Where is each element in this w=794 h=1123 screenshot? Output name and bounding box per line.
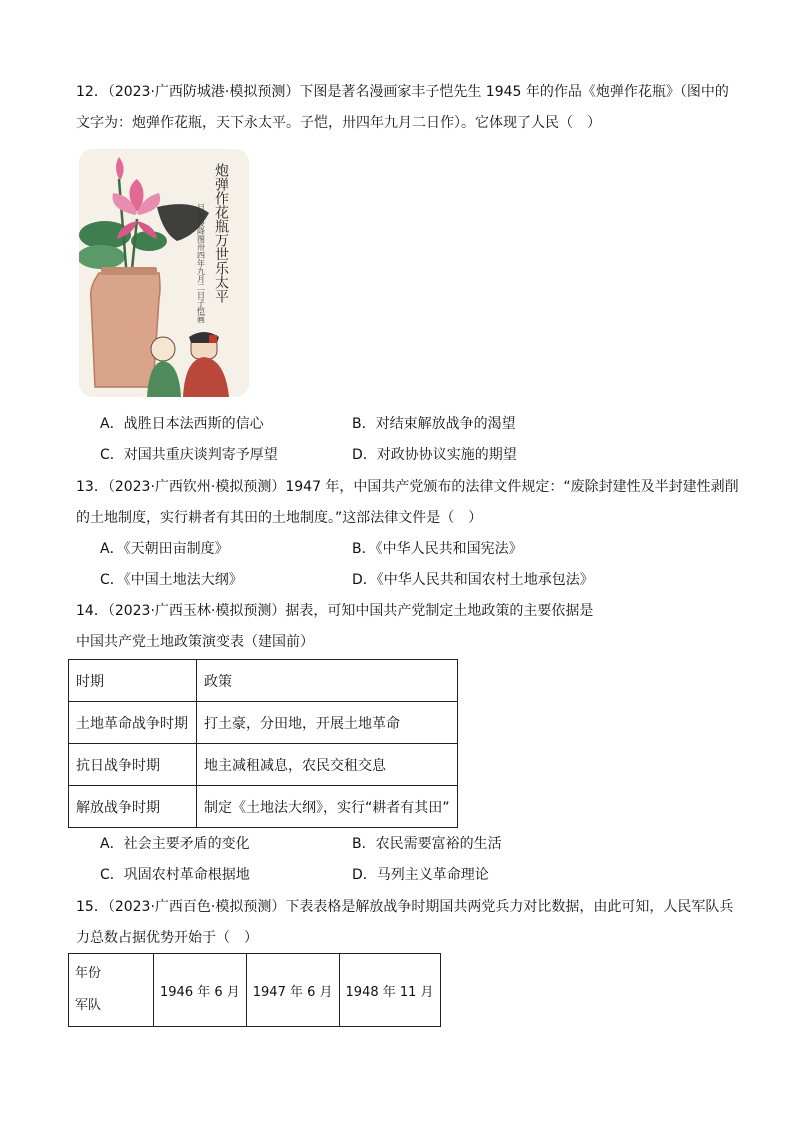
table-row <box>69 744 458 786</box>
q13-option-c[interactable]: C．《中国土地法大纲》 <box>100 572 243 588</box>
q12-option-b[interactable]: B．对结束解放战争的渴望 <box>352 416 516 432</box>
q14-option-a[interactable]: A．社会主要矛盾的变化 <box>100 836 250 852</box>
q14-stem: 14．（2023·广西玉林·模拟预测）据表，可知中国共产党制定土地政策的主要依据是 <box>76 603 594 619</box>
q14-option-c[interactable]: C．巩固农村革命根据地 <box>100 867 250 883</box>
table-row <box>69 786 458 828</box>
painting-signature: 日本投降图卅四年九月二日子恺画 <box>196 203 206 323</box>
q14-table-title: 中国共产党土地政策演变表（建国前） <box>76 634 314 650</box>
q12-stem-line1: 12．（2023·广西防城港·模拟预测）下图是著名漫画家丰子恺先生 1945 年的作品《炮弹作花瓶》（图中的 <box>76 84 729 100</box>
q13-option-a[interactable]: A．《天朝田亩制度》 <box>100 541 229 557</box>
table-cell: 抗日战争时期 <box>69 744 197 786</box>
q12-option-d[interactable]: D．对政协协议实施的期望 <box>352 447 517 463</box>
q13-stem-line2: 的土地制度，实行耕者有其田的土地制度。”这部法律文件是（ ） <box>76 510 483 526</box>
force-comparison-table <box>68 953 441 1027</box>
land-policy-table <box>68 659 458 828</box>
q12-stem-line2: 文字为：炮弹作花瓶，天下永太平。子恺，卅四年九月二日作）。它体现了人民（ ） <box>76 115 601 131</box>
q12-option-c[interactable]: C．对国共重庆谈判寄予厚望 <box>100 447 278 463</box>
table-header-cell: 1946 年 6 月 <box>154 954 247 1027</box>
table-header-cell: 1947 年 6 月 <box>246 954 339 1027</box>
corner-header-year: 年份 <box>75 966 102 981</box>
q12-option-a[interactable]: A．战胜日本法西斯的信心 <box>100 416 264 432</box>
painting-illustration <box>79 149 249 397</box>
q14-option-b[interactable]: B．农民需要富裕的生活 <box>352 836 502 852</box>
table-corner-header <box>69 954 154 1027</box>
q15-stem-line1: 15．（2023·广西百色·模拟预测）下表表格是解放战争时期国共两党兵力对比数据，由此可知，人民军队兵 <box>76 899 734 915</box>
table-header-row <box>69 660 458 702</box>
cartoon-painting <box>79 149 249 397</box>
table-header-cell: 1948 年 11 月 <box>339 954 440 1027</box>
table-cell: 制定《土地法大纲》，实行“耕者有其田” <box>197 786 458 828</box>
q13-option-d[interactable]: D．《中华人民共和国农村土地承包法》 <box>352 572 594 588</box>
q15-stem-line2: 力总数占据优势开始于（ ） <box>76 930 258 946</box>
table-header-cell: 政策 <box>197 660 458 702</box>
painting-inscription: 炮弹作花瓶万世乐太平 <box>213 163 229 303</box>
q13-stem-line1: 13．（2023·广西钦州·模拟预测）1947 年，中国共产党颁布的法律文件规定：“废除封建性及半封建性剥削 <box>76 479 739 495</box>
table-cell: 解放战争时期 <box>69 786 197 828</box>
seal-stamp <box>209 335 217 343</box>
table-row <box>69 954 441 1027</box>
table-cell: 打土豪，分田地，开展土地革命 <box>197 702 458 744</box>
table-header-cell: 时期 <box>69 660 197 702</box>
table-row <box>69 702 458 744</box>
q13-option-b[interactable]: B．《中华人民共和国宪法》 <box>352 541 523 557</box>
table-cell: 土地革命战争时期 <box>69 702 197 744</box>
corner-header-army: 军队 <box>75 998 102 1013</box>
table-cell: 地主减租减息，农民交租交息 <box>197 744 458 786</box>
q14-option-d[interactable]: D．马列主义革命理论 <box>352 867 489 883</box>
